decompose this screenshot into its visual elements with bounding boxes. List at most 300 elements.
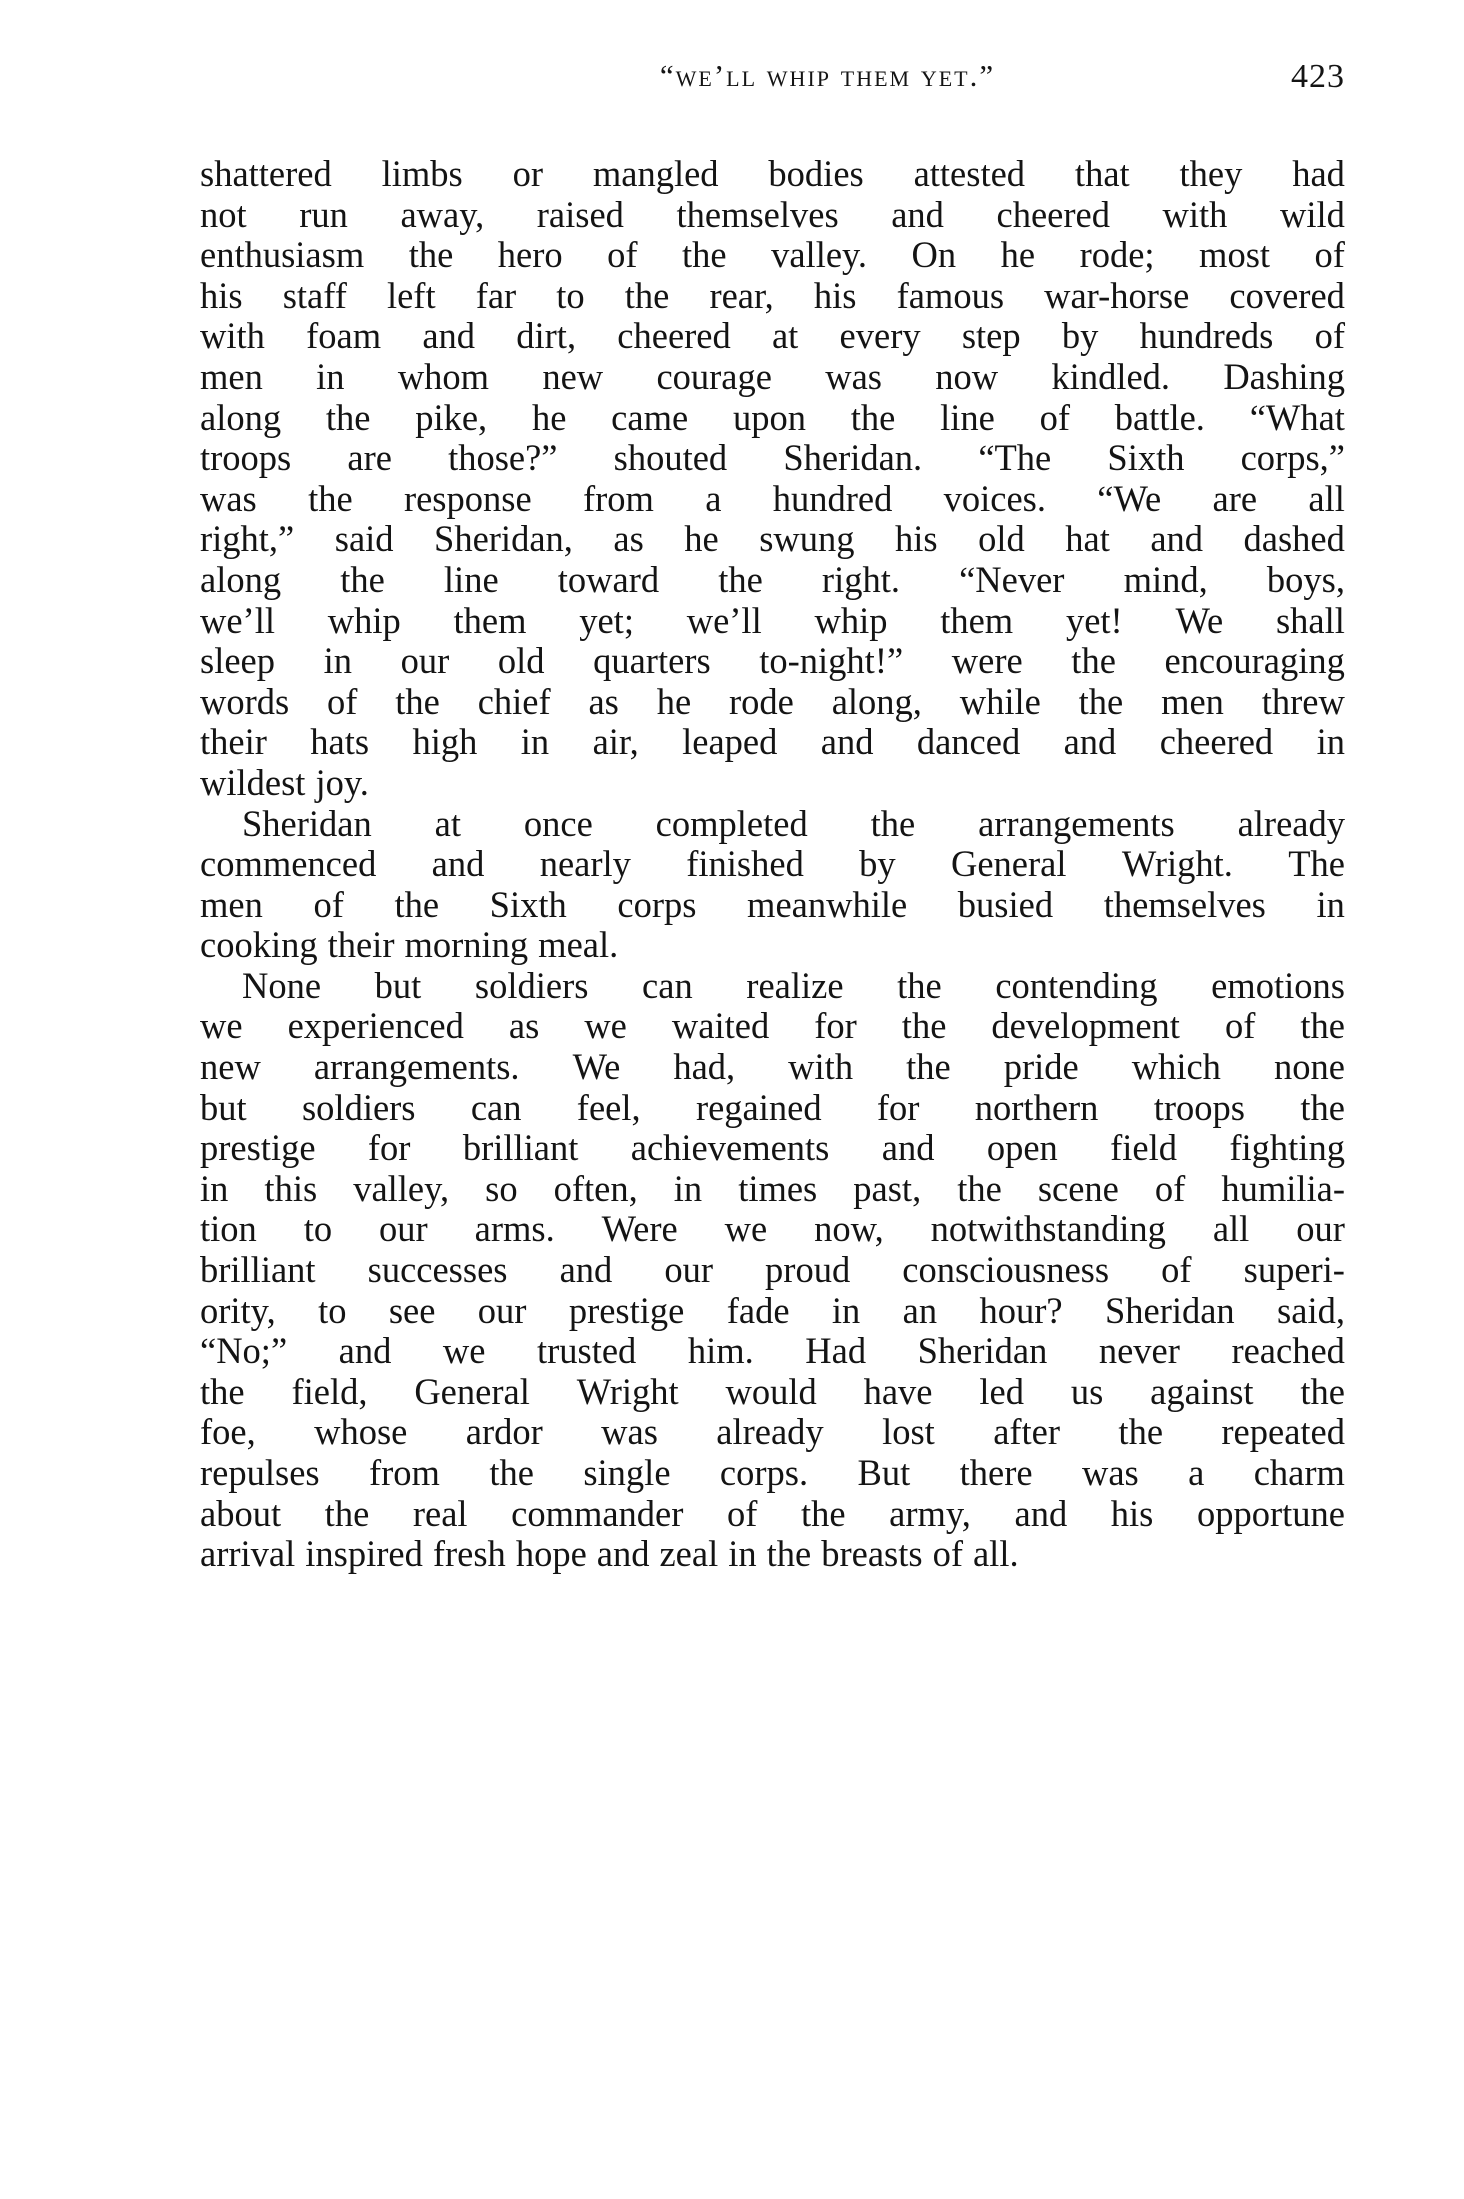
word: charm: [1253, 1452, 1345, 1493]
word: lost: [882, 1411, 935, 1453]
word: wildest: [200, 761, 306, 803]
word: the: [766, 1533, 812, 1575]
word: but: [374, 964, 422, 1006]
word: the: [870, 802, 916, 844]
word: led: [979, 1370, 1024, 1412]
word: none: [1273, 1046, 1345, 1088]
word: breasts: [821, 1533, 923, 1575]
word: hope: [515, 1533, 587, 1575]
word: in: [1316, 883, 1345, 925]
word: zeal: [659, 1533, 719, 1575]
word: enthusiasm: [200, 234, 365, 276]
word: mind,: [1123, 558, 1208, 600]
word: of: [1161, 1249, 1192, 1291]
word: as: [588, 680, 619, 722]
word: all.: [972, 1533, 1019, 1575]
word: We: [1175, 599, 1224, 641]
text-line: [200, 722, 1345, 763]
word: by: [1061, 315, 1099, 357]
word: Sixth: [489, 883, 567, 925]
word: from: [582, 477, 654, 519]
word: for: [367, 1127, 411, 1169]
word: we: [584, 1005, 627, 1047]
word: meal.: [538, 924, 619, 966]
word: came: [611, 396, 689, 438]
word: notwithstanding: [930, 1208, 1166, 1250]
word: cheered: [1159, 721, 1274, 763]
word: ority,: [200, 1289, 276, 1331]
word: rode;: [1079, 234, 1155, 276]
word: with: [1162, 193, 1228, 235]
word: repulses: [200, 1452, 320, 1493]
word: him.: [687, 1330, 754, 1372]
word: whom: [397, 355, 490, 397]
word: experienced: [287, 1005, 464, 1047]
word: danced: [916, 721, 1021, 763]
word: in: [728, 1533, 757, 1575]
word: feel,: [576, 1086, 641, 1128]
word: dirt,: [516, 315, 577, 357]
word: with: [200, 315, 265, 357]
word: the: [1300, 1086, 1345, 1128]
text-line: [200, 1169, 1345, 1210]
word: an: [902, 1289, 938, 1331]
word: in: [200, 1167, 229, 1209]
word: rode: [729, 680, 794, 722]
word: busied: [957, 883, 1054, 925]
word: Had: [805, 1330, 867, 1372]
word: courage: [656, 355, 772, 397]
word: commenced: [200, 843, 377, 885]
word: men: [1161, 680, 1224, 722]
word: tion: [200, 1208, 257, 1250]
word: rear,: [709, 274, 774, 316]
word: wild: [1280, 193, 1345, 235]
word: can: [642, 964, 693, 1006]
word: the: [624, 274, 670, 316]
word: the: [340, 558, 385, 600]
text-line: [200, 844, 1345, 885]
word: chief: [477, 680, 551, 722]
word: so: [485, 1167, 518, 1209]
word: old: [497, 640, 545, 682]
word: them: [940, 599, 1014, 641]
text-line: [200, 357, 1345, 398]
word: had: [1292, 153, 1345, 194]
word: to: [318, 1289, 347, 1331]
word: line: [443, 558, 499, 600]
word: cheered: [996, 193, 1110, 235]
text-line: [200, 154, 1345, 195]
word: shattered: [200, 153, 332, 194]
word: every: [839, 315, 921, 357]
text-line: [200, 235, 1345, 276]
word: and: [1063, 721, 1117, 763]
word: in: [1316, 721, 1345, 763]
word: was: [1081, 1452, 1139, 1493]
word: reached: [1231, 1330, 1345, 1372]
word: our: [1296, 1208, 1345, 1250]
word: Sixth: [1107, 437, 1185, 479]
text-line: [200, 1412, 1345, 1453]
word: for: [814, 1005, 857, 1047]
word: was: [601, 1411, 658, 1453]
word: cooking: [200, 924, 318, 966]
text-line: [200, 804, 1345, 845]
word: the: [897, 964, 942, 1006]
word: as: [613, 518, 644, 560]
word: corps,”: [1240, 437, 1345, 479]
word: the: [1071, 640, 1116, 682]
word: hat: [1065, 518, 1110, 560]
word: yet!: [1065, 599, 1123, 641]
word: had,: [673, 1046, 736, 1088]
word: which: [1131, 1046, 1221, 1088]
word: pride: [1003, 1046, 1079, 1088]
word: high: [412, 721, 478, 763]
word: brilliant: [200, 1249, 316, 1291]
word: contending: [995, 964, 1158, 1006]
text-line: [200, 1128, 1345, 1169]
word: and: [1014, 1492, 1068, 1534]
word: his: [813, 274, 857, 316]
word: of: [727, 1492, 758, 1534]
word: the: [1078, 680, 1124, 722]
text-line: [200, 276, 1345, 317]
word: soldiers: [474, 964, 589, 1006]
word: corps.: [719, 1452, 809, 1493]
word: whip: [327, 599, 401, 641]
text-line: [200, 925, 1345, 966]
text-line: [200, 885, 1345, 926]
word: the: [324, 1492, 370, 1534]
word: Dashing: [1223, 355, 1345, 397]
word: mangled: [592, 153, 719, 194]
word: leaped: [682, 721, 778, 763]
word: in: [520, 721, 550, 763]
word: with: [788, 1046, 854, 1088]
word: arrangements.: [313, 1046, 520, 1088]
word: he: [1000, 234, 1036, 276]
word: the: [325, 396, 371, 438]
word: of: [327, 680, 358, 722]
page-number: 423: [1291, 58, 1345, 95]
word: the: [308, 477, 353, 519]
word: the: [200, 1370, 245, 1412]
body-text: [200, 154, 1345, 1575]
word: our: [400, 640, 450, 682]
word: times: [738, 1167, 818, 1209]
word: were: [951, 640, 1023, 682]
word: of: [1314, 315, 1345, 357]
word: Were: [601, 1208, 678, 1250]
word: opportune: [1196, 1492, 1345, 1534]
word: now: [935, 355, 999, 397]
word: valley.: [771, 234, 868, 276]
word: boys,: [1266, 558, 1345, 600]
word: already: [1237, 802, 1345, 844]
word: single: [583, 1452, 671, 1493]
word: scene: [1037, 1167, 1119, 1209]
word: of: [313, 883, 344, 925]
word: new: [542, 355, 604, 397]
word: brilliant: [462, 1127, 579, 1169]
word: past,: [853, 1167, 922, 1209]
word: his: [1110, 1492, 1154, 1534]
word: field,: [291, 1370, 368, 1412]
word: that: [1074, 153, 1130, 194]
word: consciousness: [902, 1249, 1110, 1291]
text-line: [200, 560, 1345, 601]
word: and: [338, 1330, 392, 1372]
word: “What: [1249, 396, 1345, 438]
word: the: [850, 396, 896, 438]
word: about: [200, 1492, 282, 1534]
word: development: [991, 1005, 1180, 1047]
word: toward: [557, 558, 660, 600]
word: men: [200, 355, 263, 397]
word: of: [1314, 234, 1345, 276]
word: we: [724, 1208, 768, 1250]
word: prestige: [568, 1289, 685, 1331]
word: arrival: [200, 1533, 296, 1575]
word: prestige: [200, 1127, 316, 1169]
word: the: [901, 1005, 947, 1047]
word: “No;”: [200, 1330, 288, 1372]
word: of: [1039, 396, 1070, 438]
word: hero: [497, 234, 563, 276]
word: and: [596, 1533, 650, 1575]
word: in: [323, 640, 352, 682]
word: at: [771, 315, 799, 357]
word: yet;: [579, 599, 634, 641]
word: achievements: [630, 1127, 830, 1169]
text-line: [200, 1494, 1345, 1535]
word: foe,: [200, 1411, 256, 1453]
word: shouted: [613, 437, 728, 479]
word: open: [986, 1127, 1058, 1169]
word: “We: [1097, 477, 1162, 519]
word: to-night!”: [759, 640, 904, 682]
word: we: [442, 1330, 486, 1372]
text-line: [200, 1331, 1345, 1372]
word: to: [556, 274, 585, 316]
word: realize: [746, 964, 844, 1006]
word: the: [394, 883, 440, 925]
word: said,: [1277, 1289, 1345, 1331]
word: their: [327, 924, 395, 966]
word: hundred: [772, 477, 893, 519]
word: troops: [1153, 1086, 1245, 1128]
word: soldiers: [301, 1086, 416, 1128]
word: attested: [913, 153, 1026, 194]
word: hundreds: [1139, 315, 1274, 357]
paragraph: [200, 804, 1345, 966]
word: upon: [732, 396, 806, 438]
word: those?”: [448, 437, 558, 479]
text-line: [200, 195, 1345, 236]
word: now,: [814, 1208, 884, 1250]
word: pike,: [415, 396, 488, 438]
text-line: [200, 316, 1345, 357]
text-line: [200, 519, 1345, 560]
word: we’ll: [686, 599, 762, 641]
word: swung: [759, 518, 855, 560]
running-title: “we’ll whip them yet.”: [659, 58, 996, 93]
word: along: [200, 558, 282, 600]
text-line: [200, 682, 1345, 723]
word: they: [1179, 153, 1243, 194]
word: army,: [889, 1492, 971, 1534]
text-line: [200, 479, 1345, 520]
word: But: [857, 1452, 911, 1493]
word: famous: [896, 274, 1005, 316]
word: right.: [821, 558, 900, 600]
word: was: [200, 477, 257, 519]
word: battle.: [1114, 396, 1205, 438]
word: was: [825, 355, 882, 397]
word: quarters: [593, 640, 711, 682]
word: covered: [1229, 274, 1345, 316]
text-line: [200, 1453, 1345, 1494]
word: cheered: [617, 315, 731, 357]
word: in: [673, 1167, 703, 1209]
word: General: [950, 843, 1067, 885]
word: our: [664, 1249, 713, 1291]
word: Sheridan.: [783, 437, 923, 479]
word: to: [303, 1208, 333, 1250]
word: along,: [831, 680, 922, 722]
word: finished: [686, 843, 804, 885]
word: he: [684, 518, 719, 560]
word: General: [414, 1370, 530, 1412]
word: the: [395, 680, 440, 722]
word: in: [316, 355, 345, 397]
word: men: [200, 883, 263, 925]
word: northern: [974, 1086, 1099, 1128]
word: while: [959, 680, 1041, 722]
word: old: [978, 518, 1025, 560]
text-line: [200, 966, 1345, 1007]
word: the: [1118, 1411, 1164, 1453]
word: and: [422, 315, 476, 357]
word: the: [800, 1492, 846, 1534]
word: new: [200, 1046, 261, 1088]
word: often,: [553, 1167, 638, 1209]
text-line: [200, 1291, 1345, 1332]
word: are: [347, 437, 392, 479]
word: staff: [282, 274, 347, 316]
word: the: [489, 1452, 534, 1493]
word: as: [508, 1005, 540, 1047]
word: not: [200, 193, 247, 235]
word: from: [369, 1452, 440, 1493]
word: away,: [400, 193, 485, 235]
word: Sheridan: [917, 1330, 1048, 1372]
word: them: [453, 599, 527, 641]
word: fade: [726, 1289, 790, 1331]
word: and: [1150, 518, 1204, 560]
word: and: [559, 1249, 613, 1291]
word: the: [408, 234, 454, 276]
word: are: [1212, 477, 1258, 519]
word: after: [993, 1411, 1061, 1453]
word: of: [932, 1533, 963, 1575]
word: the: [1300, 1005, 1345, 1047]
word: encouraging: [1164, 640, 1345, 682]
word: we: [200, 1005, 243, 1047]
word: a: [1188, 1452, 1205, 1493]
word: troops: [200, 437, 292, 479]
word: left: [386, 274, 436, 316]
word: and: [431, 843, 485, 885]
word: of: [607, 234, 638, 276]
word: but: [200, 1086, 247, 1128]
word: words: [200, 680, 290, 722]
word: response: [403, 477, 532, 519]
word: and: [820, 721, 874, 763]
word: of: [1224, 1005, 1256, 1047]
word: our: [477, 1289, 527, 1331]
word: corps: [617, 883, 697, 925]
word: the: [682, 234, 727, 276]
word: the: [1300, 1370, 1345, 1412]
word: against: [1150, 1370, 1254, 1412]
word: Sheridan: [1104, 1289, 1235, 1331]
text-line: [200, 1209, 1345, 1250]
word: nearly: [539, 843, 631, 885]
word: the: [906, 1046, 951, 1088]
word: step: [961, 315, 1021, 357]
word: would: [725, 1370, 817, 1412]
word: ardor: [465, 1411, 543, 1453]
word: shall: [1275, 599, 1345, 641]
word: voices.: [943, 477, 1046, 519]
word: right,”: [200, 518, 295, 560]
word: and: [881, 1127, 935, 1169]
text-line: [200, 398, 1345, 439]
word: We: [572, 1046, 621, 1088]
word: repeated: [1221, 1411, 1345, 1453]
paragraph: [200, 154, 1345, 804]
word: said: [334, 518, 394, 560]
word: all: [1308, 477, 1345, 519]
word: foam: [306, 315, 382, 357]
word: successes: [367, 1249, 508, 1291]
word: he: [656, 680, 692, 722]
word: of: [1154, 1167, 1186, 1209]
word: arrangements: [978, 802, 1175, 844]
word: inspired: [305, 1533, 423, 1575]
word: or: [512, 153, 544, 194]
word: kindled.: [1051, 355, 1171, 397]
text-line: [200, 601, 1345, 642]
word: hats: [310, 721, 370, 763]
word: war-horse: [1044, 274, 1190, 316]
word: bodies: [768, 153, 864, 194]
text-line: [200, 1088, 1345, 1129]
word: “The: [978, 437, 1052, 479]
text-line: [200, 1534, 1345, 1575]
word: the: [718, 558, 763, 600]
word: completed: [655, 802, 808, 844]
text-line: [200, 1372, 1345, 1413]
text-line: [200, 1006, 1345, 1047]
word: joy.: [315, 761, 369, 803]
word: proud: [765, 1249, 851, 1291]
word: trusted: [536, 1330, 637, 1372]
word: line: [940, 396, 995, 438]
